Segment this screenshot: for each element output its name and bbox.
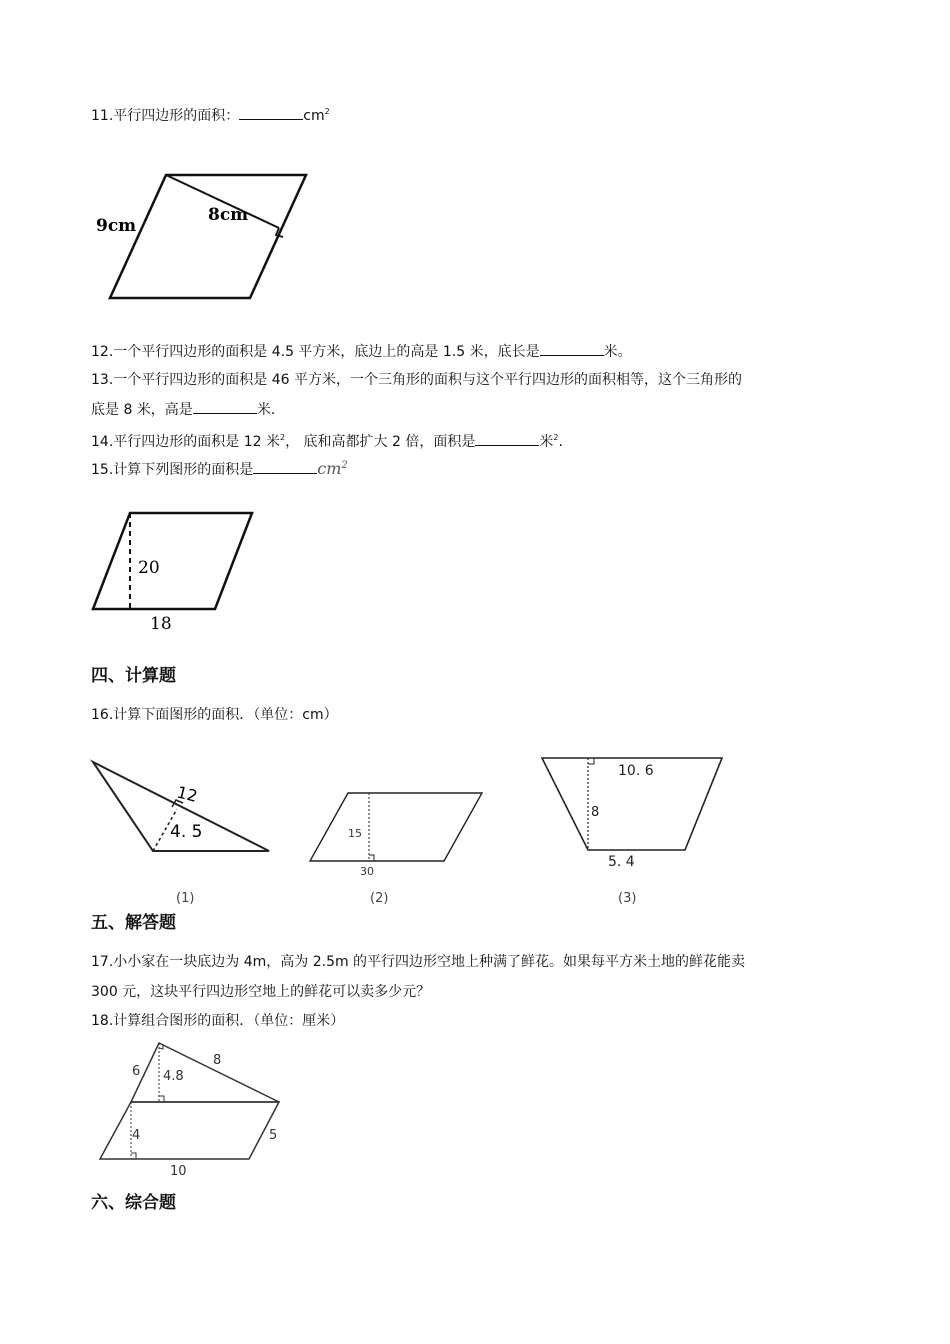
unit: 米. bbox=[256, 402, 276, 418]
triangle-height-label: 4.8 bbox=[163, 1069, 184, 1084]
base-label: 30 bbox=[360, 865, 374, 878]
question-15 bbox=[91, 456, 348, 480]
question-12 bbox=[91, 341, 632, 362]
figure-caption: (3) bbox=[618, 891, 637, 906]
side-label: 12 bbox=[175, 782, 200, 806]
question-17-line1: 17.小小家在一块底边为 4m，高为 2.5m 的平行四边形空地上种满了鲜花。如果每平方米土地的鲜花能卖 bbox=[91, 954, 746, 970]
base-label: 10 bbox=[170, 1164, 187, 1179]
unit: 米。 bbox=[603, 344, 632, 360]
question-11 bbox=[91, 102, 330, 126]
answer-blank[interactable] bbox=[193, 399, 257, 414]
answer-blank[interactable] bbox=[253, 459, 317, 474]
unit-exponent: 2 bbox=[324, 107, 330, 116]
figure-q18-composite bbox=[92, 1038, 292, 1180]
answer-blank[interactable] bbox=[540, 341, 604, 356]
bottom-label: 5. 4 bbox=[608, 854, 635, 870]
question-14-middle: ， 底和高都扩大 2 倍，面积是 bbox=[285, 434, 476, 450]
height-label: 8 bbox=[591, 805, 600, 820]
question-15-text: 15.计算下列图形的面积是 bbox=[91, 462, 254, 478]
top-label: 10. 6 bbox=[618, 763, 654, 779]
question-12-text: 12.一个平行四边形的面积是 4.5 平方米，底边上的高是 1.5 米，底长是 bbox=[91, 344, 540, 360]
height-label: 20 bbox=[138, 558, 160, 578]
section-heading-5: 五、解答题 bbox=[91, 913, 176, 933]
height-label: 4. 5 bbox=[170, 822, 203, 842]
base-label: 18 bbox=[150, 614, 172, 634]
question-13-line1: 13.一个平行四边形的面积是 46 平方米，一个三角形的面积与这个平行四边形的面积相等，这个三角形的 bbox=[91, 372, 742, 388]
left-side-label: 6 bbox=[132, 1064, 141, 1079]
period: . bbox=[558, 434, 563, 450]
question-13-text: 底是 8 米，高是 bbox=[91, 402, 193, 418]
figure-caption: (1) bbox=[176, 891, 195, 906]
unit: cm bbox=[303, 108, 325, 124]
question-13-line2 bbox=[91, 399, 275, 420]
question-18: 18.计算组合图形的面积．（单位：厘米） bbox=[91, 1013, 345, 1029]
answer-blank[interactable] bbox=[475, 431, 539, 446]
answer-blank[interactable] bbox=[239, 105, 303, 120]
section-heading-4: 四、计算题 bbox=[91, 666, 176, 686]
figure-q11-parallelogram bbox=[90, 165, 320, 310]
question-14-text: 14.平行四边形的面积是 12 米 bbox=[91, 434, 280, 450]
question-14 bbox=[91, 428, 563, 452]
question-17-line2: 300 元，这块平行四边形空地上的鲜花可以卖多少元？ bbox=[91, 984, 431, 1000]
figure-q15-parallelogram bbox=[88, 505, 263, 635]
section-heading-6: 六、综合题 bbox=[91, 1193, 176, 1213]
height-label: 15 bbox=[348, 827, 362, 840]
question-11-text: 11.平行四边形的面积： bbox=[91, 108, 240, 124]
figure-q16-trapezoid bbox=[538, 753, 733, 910]
unit-exponent: 2 bbox=[341, 460, 348, 471]
right-side-label: 8 bbox=[213, 1053, 222, 1068]
height-label: 8cm bbox=[208, 205, 249, 225]
slant-side-label: 5 bbox=[269, 1128, 278, 1143]
question-16: 16.计算下面图形的面积．（单位：cm） bbox=[91, 707, 338, 723]
unit: 米 bbox=[539, 434, 554, 450]
unit-exponent: 2 bbox=[553, 433, 559, 442]
figure-caption: (2) bbox=[370, 891, 389, 906]
figure-q16-triangle bbox=[88, 755, 278, 910]
side-label: 9cm bbox=[96, 216, 137, 236]
parallelogram-height-label: 4 bbox=[132, 1128, 141, 1143]
unit: cm bbox=[317, 459, 342, 478]
figure-q16-parallelogram bbox=[305, 785, 490, 910]
unit-exponent: 2 bbox=[279, 433, 286, 442]
